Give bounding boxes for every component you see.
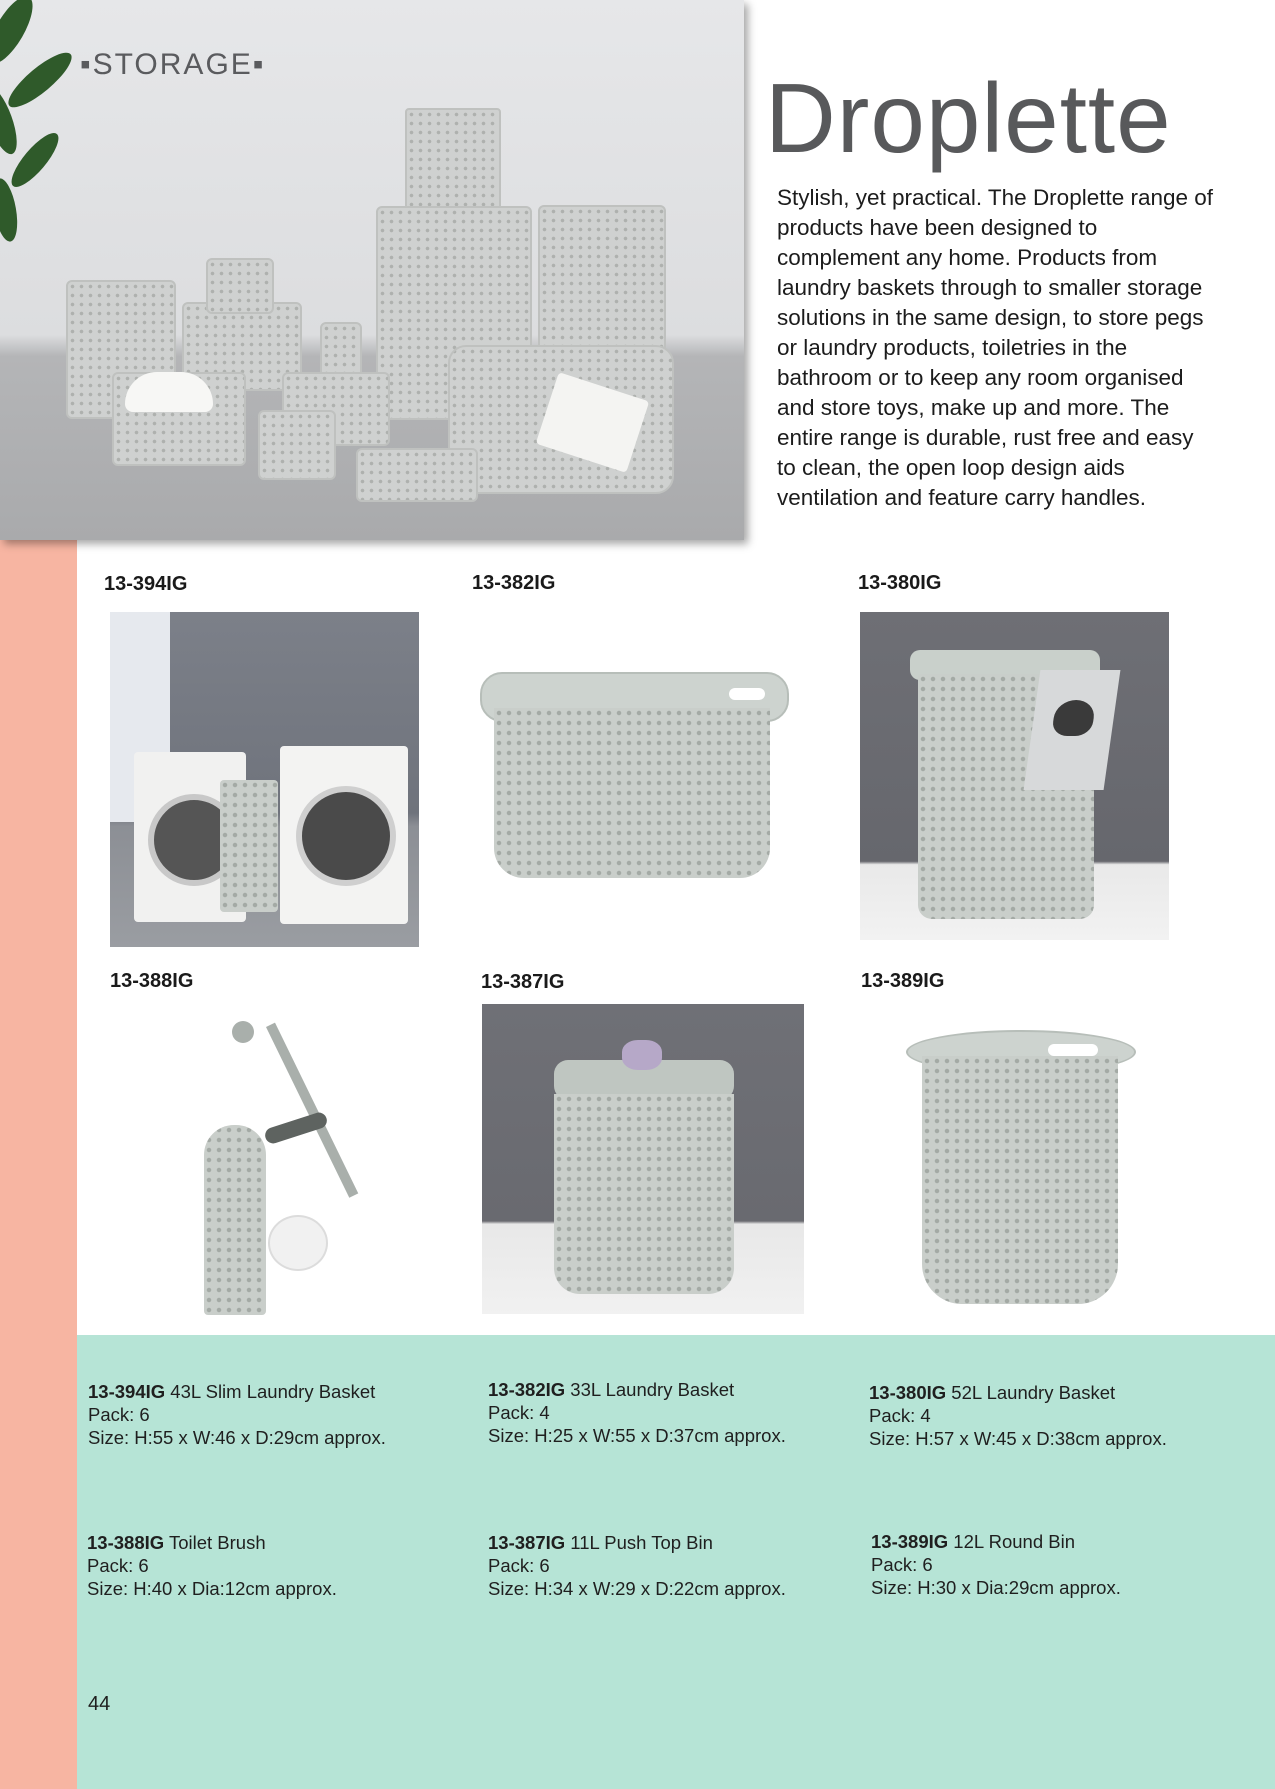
cloth-draped — [1024, 670, 1121, 790]
product-code: 13-380IG — [869, 1382, 947, 1403]
bin-contents — [622, 1040, 662, 1070]
intro-paragraph: Stylish, yet practical. The Droplette range of products have been designed to complement any home. Products from laundry baskets through to smaller storage solutions in the same design, to store pegs or laundry products, toiletries in the bathroom or to keep any room organised and store toys, make up and more. The entire range is durable, rust free and easy to clean, the open loop design aids ventilation and feature carry handles. — [777, 185, 1214, 510]
brush-lid — [263, 1111, 329, 1146]
brush-handle — [266, 1023, 358, 1198]
product-photo-push-top-bin — [482, 1004, 804, 1314]
product-code-label: 13-387IG — [481, 971, 565, 993]
product-size: Size: H:25 x W:55 x D:37cm approx. — [488, 1425, 786, 1446]
plant-illustration — [0, 0, 90, 310]
product-description — [869, 1381, 1167, 1450]
basket-body — [494, 708, 770, 878]
brush-holder — [204, 1125, 266, 1315]
product-name: Toilet Brush — [168, 1532, 266, 1553]
product-code: 13-382IG — [488, 1379, 566, 1400]
product-name: 11L Push Top Bin — [570, 1532, 713, 1553]
product-code: 13-389IG — [871, 1531, 949, 1552]
product-description — [871, 1530, 1121, 1599]
product-bin — [405, 108, 501, 222]
cotton-ball-pile — [125, 372, 213, 412]
product-pack: Pack: 4 — [869, 1405, 931, 1426]
product-size: Size: H:30 x Dia:29cm approx. — [871, 1577, 1121, 1598]
product-description — [87, 1531, 337, 1600]
product-code: 13-394IG — [88, 1381, 166, 1402]
product-photo-52l-laundry-basket — [860, 612, 1169, 940]
product-size: Size: H:40 x Dia:12cm approx. — [87, 1578, 337, 1599]
product-description — [488, 1531, 786, 1600]
product-code: 13-387IG — [488, 1532, 566, 1553]
product-pack: Pack: 6 — [87, 1555, 149, 1576]
product-pack: Pack: 4 — [488, 1402, 550, 1423]
product-tray — [356, 448, 478, 502]
page-title: Droplette — [765, 63, 1172, 173]
side-color-bar — [0, 540, 77, 1789]
product-name: 52L Laundry Basket — [951, 1382, 1116, 1403]
product-size: Size: H:55 x W:46 x D:29cm approx. — [88, 1427, 386, 1448]
product-name: 12L Round Bin — [953, 1531, 1075, 1552]
section-tag: ▪STORAGE▪ — [80, 48, 266, 81]
bin-body — [554, 1094, 734, 1294]
product-stacked-trays — [258, 410, 336, 480]
product-photo-slim-laundry-basket — [110, 612, 419, 947]
page-number: 44 — [88, 1693, 111, 1715]
product-name: 43L Slim Laundry Basket — [170, 1381, 376, 1402]
product-code-label: 13-394IG — [104, 573, 188, 595]
product-code-label: 13-382IG — [472, 572, 556, 594]
product-code-label: 13-380IG — [858, 572, 942, 594]
product-photo-33l-laundry-basket — [470, 650, 800, 890]
brush-handle-top — [232, 1021, 254, 1043]
product-pack: Pack: 6 — [88, 1404, 150, 1425]
brush-head — [268, 1215, 328, 1271]
product-name: 33L Laundry Basket — [570, 1379, 735, 1400]
product-description — [88, 1380, 386, 1449]
product-pack: Pack: 6 — [488, 1555, 550, 1576]
product-size: Size: H:57 x W:45 x D:38cm approx. — [869, 1428, 1167, 1449]
product-hamper — [538, 205, 666, 359]
tumble-dryer — [280, 746, 408, 924]
product-code: 13-388IG — [87, 1532, 165, 1553]
product-small-basket — [206, 258, 274, 314]
product-photo-toilet-brush — [180, 1015, 360, 1315]
slim-basket — [220, 780, 278, 912]
product-size: Size: H:34 x W:29 x D:22cm approx. — [488, 1578, 786, 1599]
product-description — [488, 1378, 786, 1447]
product-pack: Pack: 6 — [871, 1554, 933, 1575]
hero-photo — [0, 0, 744, 540]
product-code-label: 13-388IG — [110, 970, 194, 992]
bin-body — [922, 1056, 1118, 1304]
product-photo-round-bin — [900, 1022, 1140, 1312]
product-code-label: 13-389IG — [861, 970, 945, 992]
